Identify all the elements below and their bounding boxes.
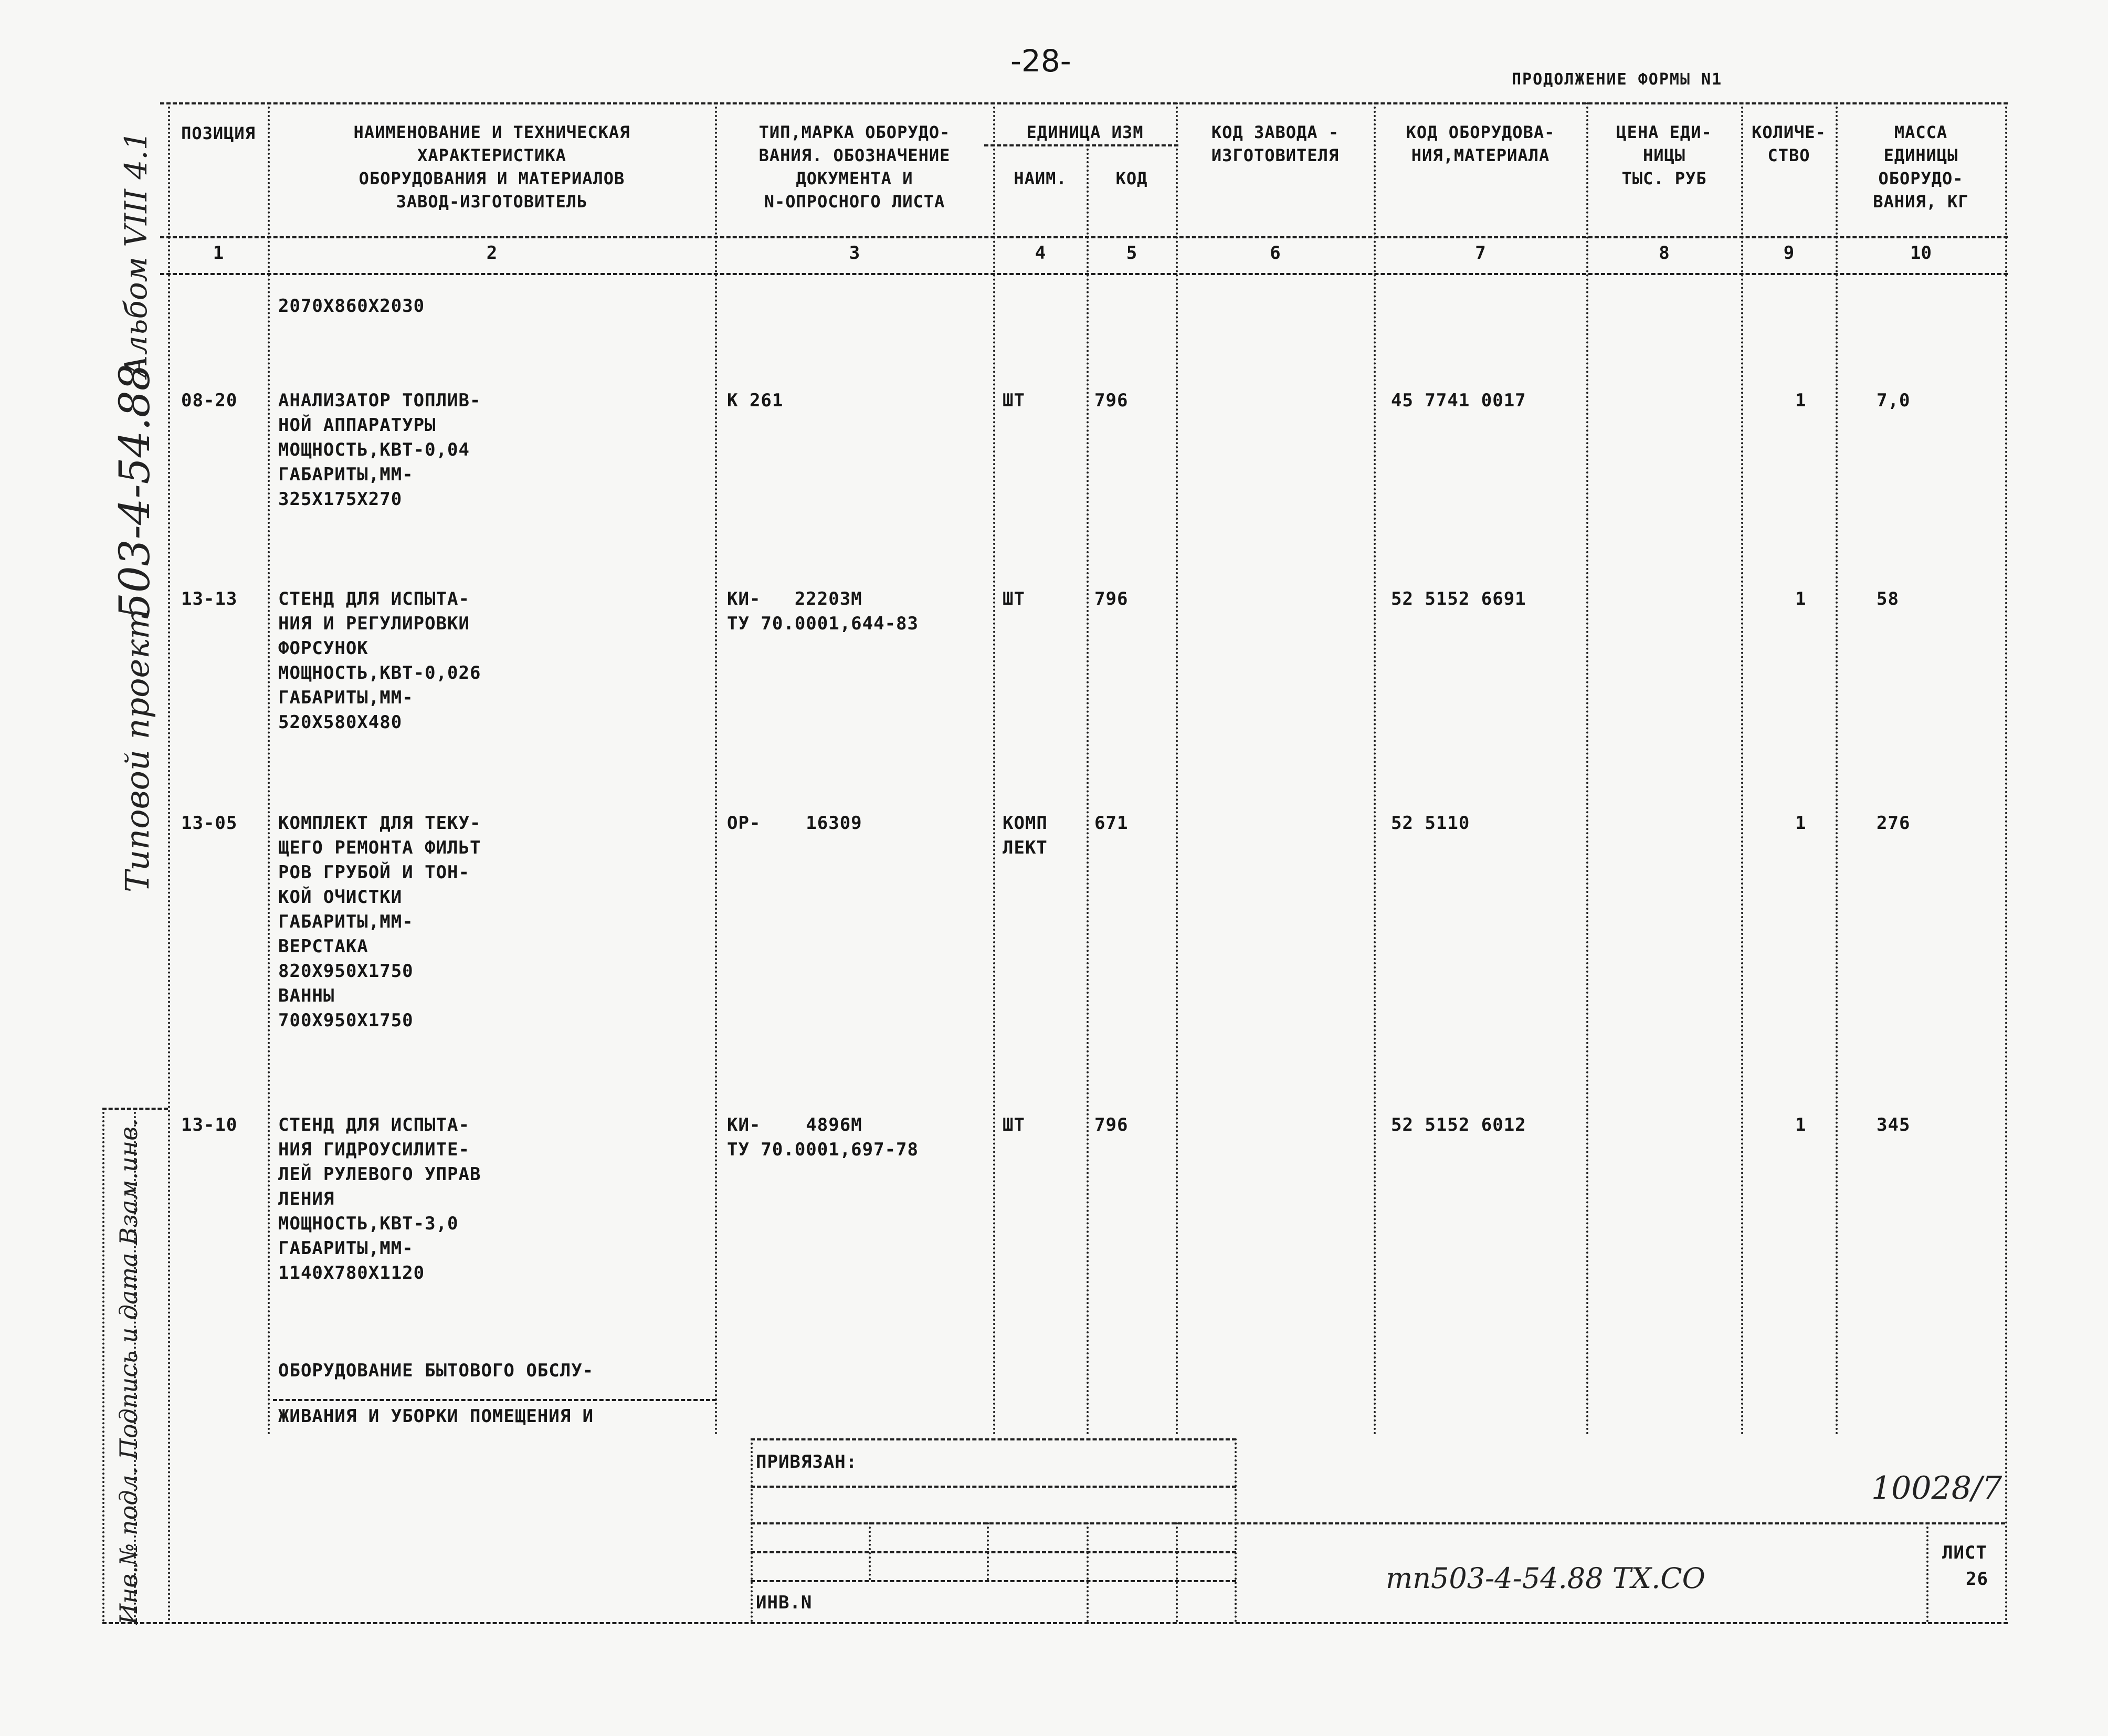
column-number: 1: [213, 243, 224, 264]
table-row-mass: 58: [1877, 588, 1899, 609]
header-mass: МАССА ЕДИНИЦЫ ОБОРУДО- ВАНИЯ, КГ: [1873, 122, 1969, 212]
column-number: 10: [1910, 243, 1932, 264]
table-row-name: 2070Х860Х2030: [278, 296, 425, 317]
stamp-sheet-number: 26: [1966, 1569, 1988, 1590]
section-heading-rule: [273, 1399, 716, 1401]
stamp-document-code: тп503-4-54.88 ТХ.СО: [1386, 1562, 1705, 1595]
table-row-unit-name: ШТ: [1003, 390, 1025, 411]
column-number: 7: [1475, 243, 1486, 264]
table-row-name: СТЕНД ДЛЯ ИСПЫТА- НИЯ И РЕГУЛИРОВКИ ФОРСУНОК МОЩНОСТЬ,КВТ-0,026 ГАБАРИТЫ,ММ- 520Х580Х480: [278, 588, 481, 733]
column-number: 3: [849, 243, 860, 264]
column-rule-9: [1836, 102, 1838, 1436]
table-row-unit-code: 796: [1094, 1114, 1129, 1135]
column-rule-7: [1586, 102, 1588, 1436]
header-name: НАИМЕНОВАНИЕ И ТЕХНИЧЕСКАЯ ХАРАКТЕРИСТИКА ОБОРУДОВАНИЯ И МАТЕРИАЛОВ ЗАВОД-ИЗГОТОВИТЕЛЬ: [353, 122, 630, 212]
table-row-quantity: 1: [1795, 390, 1807, 411]
column-rule-3: [993, 102, 995, 1436]
table-row-mass: 276: [1877, 813, 1911, 834]
header-manufacturer-code: КОД ЗАВОДА - ИЗГОТОВИТЕЛЯ: [1211, 122, 1340, 165]
header-unit-price: ЦЕНА ЕДИ- НИЦЫ ТЫС. РУБ: [1616, 122, 1712, 188]
stamp-inventory-label: ИНВ.N: [756, 1592, 813, 1613]
table-row-position: 13-05: [181, 813, 238, 834]
stamp-rule: [751, 1522, 2005, 1524]
table-row-unit-code: 796: [1094, 588, 1129, 609]
table-row-unit-name: КОМП ЛЕКТ: [1003, 813, 1048, 858]
header-quantity: КОЛИЧЕ- СТВО: [1752, 122, 1826, 165]
margin-project-type: Типовой проект: [118, 608, 156, 892]
table-row-quantity: 1: [1795, 813, 1807, 834]
column-rule-5: [1176, 102, 1178, 1436]
header-position: ПОЗИЦИЯ: [181, 123, 256, 143]
table-left-rule: [168, 102, 170, 1622]
margin-album-label: Альбом VIII 4.1: [118, 131, 154, 378]
column-rule-4: [1087, 144, 1089, 1436]
stamp-column-rule: [869, 1522, 871, 1580]
section-heading: ОБОРУДОВАНИЕ БЫТОВОГО ОБСЛУ-: [278, 1360, 594, 1381]
table-row-equipment-code: 45 7741 0017: [1391, 390, 1526, 411]
column-rule-8: [1741, 102, 1743, 1436]
table-row-type: КИ- 4896М ТУ 70.0001,697-78: [727, 1114, 919, 1160]
table-row-position: 13-10: [181, 1114, 238, 1135]
column-rule-6: [1374, 102, 1376, 1436]
table-top-rule: [160, 102, 2008, 104]
sheet-cell-rule: [1926, 1522, 1928, 1622]
header-bottom-rule: [160, 236, 2008, 238]
table-row-equipment-code: 52 5110: [1391, 813, 1470, 834]
stamp-column-rule: [1176, 1522, 1178, 1622]
margin-stamp-rule: [134, 1108, 136, 1622]
table-row-unit-name: ШТ: [1003, 1114, 1025, 1135]
header-unit-group: ЕДИНИЦА ИЗМ: [1026, 122, 1144, 142]
column-number: 6: [1270, 243, 1281, 264]
table-row-mass: 7,0: [1877, 390, 1911, 411]
stamp-right-rule: [1235, 1438, 1237, 1622]
stamp-bound-label: ПРИВЯЗАН:: [756, 1451, 858, 1472]
page-bottom-rule: [102, 1622, 2008, 1624]
table-row-name: КОМПЛЕКТ ДЛЯ ТЕКУ- ЩЕГО РЕМОНТА ФИЛЬТ РОВ ГРУБОЙ И ТОН- КОЙ ОЧИСТКИ ГАБАРИТЫ,ММ- ВЕРСТАКА 820Х950Х1750 ВАННЫ 700Х950Х1750: [278, 813, 481, 1031]
column-number: 2: [486, 243, 498, 264]
table-row-name: АНАЛИЗАТОР ТОПЛИВ- НОЙ АППАРАТУРЫ МОЩНОСТЬ,КВТ-0,04 ГАБАРИТЫ,ММ- 325Х175Х270: [278, 390, 481, 510]
column-number: 4: [1035, 243, 1046, 264]
column-rule-1: [268, 102, 270, 1436]
page-number: -28-: [1010, 43, 1071, 79]
stamp-rule: [751, 1551, 1236, 1553]
table-row-position: 08-20: [181, 390, 238, 411]
table-row-name: СТЕНД ДЛЯ ИСПЫТА- НИЯ ГИДРОУСИЛИТЕ- ЛЕЙ РУЛЕВОГО УПРАВ ЛЕНИЯ МОЩНОСТЬ,КВТ-3,0 ГАБАРИТЫ,ММ- 1140Х780Х1120: [278, 1114, 481, 1283]
stamp-rule: [751, 1580, 1236, 1582]
stamp-rule: [751, 1486, 1236, 1488]
table-row-equipment-code: 52 5152 6012: [1391, 1114, 1526, 1135]
column-number: 8: [1659, 243, 1670, 264]
table-row-quantity: 1: [1795, 588, 1807, 609]
margin-project-number: 503-4-54.88: [110, 364, 159, 619]
unit-group-rule: [984, 144, 1178, 146]
table-row-mass: 345: [1877, 1114, 1911, 1135]
header-unit-name: НАИМ.: [1014, 169, 1067, 188]
table-row-quantity: 1: [1795, 1114, 1807, 1135]
table-row-unit-code: 671: [1094, 813, 1129, 834]
stamp-sheet-label: ЛИСТ: [1942, 1542, 1987, 1563]
table-row-unit-name: ШТ: [1003, 588, 1025, 609]
margin-signature-labels: Инв.№ подл. Подпись и дата Взам.инв.: [114, 1119, 143, 1625]
stamp-top-rule: [751, 1438, 1236, 1440]
table-row-type: ОР- 16309: [727, 813, 862, 834]
margin-stamp-rule: [102, 1108, 104, 1622]
header-type: ТИП,МАРКА ОБОРУДО- ВАНИЯ. ОБОЗНАЧЕНИЕ ДОКУМЕНТА И N-ОПРОСНОГО ЛИСТА: [758, 122, 951, 212]
stamp-column-rule: [1087, 1522, 1089, 1622]
archive-number: 10028/7: [1871, 1470, 2002, 1507]
column-number: 5: [1126, 243, 1137, 264]
column-number: 9: [1783, 243, 1795, 264]
table-row-position: 13-13: [181, 588, 238, 609]
section-heading-continued: ЖИВАНИЯ И УБОРКИ ПОМЕЩЕНИЯ И: [278, 1406, 594, 1427]
column-rule-2: [715, 102, 717, 1436]
table-right-rule: [2005, 102, 2007, 1622]
margin-stamp-top-rule: [102, 1108, 168, 1110]
stamp-left-rule: [751, 1438, 753, 1622]
table-row-unit-code: 796: [1094, 390, 1129, 411]
form-continuation-label: ПРОДОЛЖЕНИЕ ФОРМЫ N1: [1512, 70, 1723, 89]
column-numbers-rule: [160, 273, 2008, 275]
header-equipment-code: КОД ОБОРУДОВА- НИЯ,МАТЕРИАЛА: [1406, 122, 1555, 165]
header-unit-code: КОД: [1115, 169, 1148, 188]
table-row-equipment-code: 52 5152 6691: [1391, 588, 1526, 609]
stamp-column-rule: [987, 1522, 989, 1580]
table-row-type: К 261: [727, 390, 784, 411]
table-row-type: КИ- 22203М ТУ 70.0001,644-83: [727, 588, 919, 634]
